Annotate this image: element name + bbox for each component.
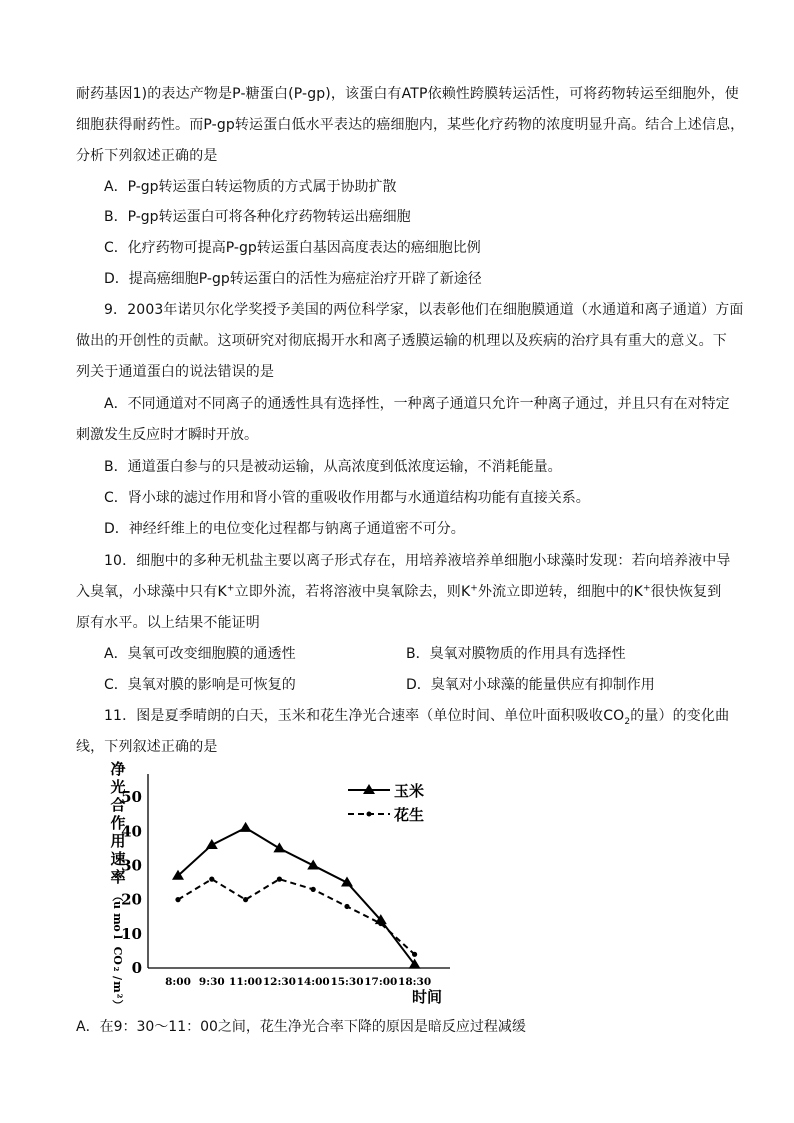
y-axis-label-char: 用 <box>110 832 126 850</box>
y-axis-label-char: l <box>111 934 124 940</box>
q9-line-2: 做出的开创性的贡献。这项研究对彻底揭开水和离子透膜运输的机理以及疾病的治疗具有重大的意义。下 <box>76 333 727 349</box>
q9-option-c: C．肾小球的滤过作用和肾小管的重吸收作用都与水通道结构功能有直接关系。 <box>104 490 590 506</box>
q10-line-2-part-b: 立即外流，若将溶液中臭氧除去，则K <box>234 584 471 600</box>
corn-data-point <box>240 822 252 832</box>
q10-line-2 <box>76 582 721 602</box>
y-axis-label-char: C <box>111 946 124 956</box>
q10-option-c: C．臭氧对膜的影响是可恢复的 <box>104 677 296 693</box>
q11-line-1-part-b: 的量）的变化曲 <box>630 708 730 724</box>
q11-line-1-part-a: 11．图是夏季晴朗的白天，玉米和花生净光合速率（单位时间、单位叶面积吸收CO <box>104 708 625 724</box>
x-tick-labels <box>165 976 431 988</box>
q8-option-b: B．P-gp转运蛋白可将各种化疗药物转运出癌细胞 <box>104 209 411 225</box>
legend-corn-label: 玉米 <box>394 782 425 800</box>
peanut-data-point <box>243 897 248 902</box>
y-tick-label: 20 <box>121 890 142 909</box>
y-tick-label: 50 <box>121 788 142 807</box>
chart-axes <box>148 774 450 968</box>
x-tick-label: 12:30 <box>262 976 296 988</box>
potassium-charge: + <box>226 583 235 594</box>
y-tick-label: 40 <box>121 822 142 841</box>
chart-legend <box>348 782 424 824</box>
q10-line-3: 原有水平。以上结果不能证明 <box>76 615 260 631</box>
q9-option-b: B．通道蛋白参与的只是被动运输，从高浓度到低浓度运输，不消耗能量。 <box>104 459 562 475</box>
q11-option-a: A．在9：30～11：00之间，花生净光合率下降的原因是暗反应过程减缓 <box>76 1019 526 1035</box>
q8-option-a: A．P-gp转运蛋白转运物质的方式属于协助扩散 <box>104 179 397 195</box>
y-axis-label-char: O <box>111 955 124 965</box>
q10-line-2-part-a: 入臭氧，小球藻中只有K <box>76 584 227 600</box>
y-axis-label-char: 净 <box>110 760 126 778</box>
y-axis-label-char: 光 <box>110 778 126 796</box>
q9-option-d: D．神经纤维上的电位变化过程都与钠离子通道密不可分。 <box>104 521 465 537</box>
x-tick-label: 8:00 <box>165 976 191 988</box>
x-tick-label: 18:30 <box>398 976 432 988</box>
y-axis-label-char: 速 <box>110 850 126 868</box>
y-axis-label-char: m <box>111 981 124 993</box>
peanut-data-point <box>412 952 417 957</box>
x-tick-label: 17:00 <box>364 976 398 988</box>
potassium-charge: + <box>642 583 651 594</box>
x-tick-label: 14:00 <box>296 976 330 988</box>
potassium-charge: + <box>470 583 478 594</box>
y-axis-label-char: 率 <box>110 868 126 886</box>
q8-line-3: 分析下列叙述正确的是 <box>76 148 218 164</box>
corn-data-point <box>341 877 353 887</box>
y-axis-label-char: ） <box>111 999 124 1011</box>
y-axis-label-char: ² <box>111 993 124 999</box>
peanut-data-point <box>277 877 282 882</box>
q10-option-b: B．臭氧对膜物质的作用具有选择性 <box>406 646 626 662</box>
q10-option-d: D．臭氧对小球藻的能量供应有抑制作用 <box>406 677 655 693</box>
corn-data-point <box>273 842 285 852</box>
q10-line-2-part-c: 外流立即逆转，细胞中的K <box>477 584 643 600</box>
y-axis-label-char: 作 <box>110 814 126 832</box>
q8-line-1: 耐药基因1)的表达产物是P-糖蛋白(P-gp)，该蛋白有ATP依赖性跨膜转运活性，可将药物转运至细胞外，使 <box>76 86 739 102</box>
peanut-data-point <box>175 897 180 902</box>
photosynthesis-rate-chart <box>100 760 460 1012</box>
corn-data-point <box>307 859 319 869</box>
corn-data-point <box>206 839 218 849</box>
q10-line-2-part-d: 很快恢复到 <box>650 584 722 600</box>
peanut-data-point <box>344 904 349 909</box>
peanut-data-point <box>378 921 383 926</box>
x-tick-label: 15:30 <box>330 976 364 988</box>
peanut-data-point <box>311 887 316 892</box>
y-axis-label-char: （ <box>111 890 124 902</box>
y-tick-label: 0 <box>131 959 142 977</box>
x-tick-label: 9:30 <box>198 976 225 988</box>
y-axis-label-char: u <box>111 901 124 909</box>
q9-option-a-line-2: 刺激发生反应时才瞬时开放。 <box>76 427 258 443</box>
co2-subscript: 2 <box>624 716 631 727</box>
q10-option-a: A．臭氧可改变细胞膜的通透性 <box>104 646 296 662</box>
y-tick-label: 30 <box>121 856 142 875</box>
q8-line-2: 细胞获得耐药性。而P-gp转运蛋白低水平表达的癌细胞内，某些化疗药物的浓度明显升高。结合上述信息， <box>76 117 745 133</box>
y-axis-label-char: ₂ <box>111 966 124 972</box>
q10-line-1: 10．细胞中的多种无机盐主要以离子形式存在，用培养液培养单细胞小球藻时发现：若向培养液中导 <box>104 553 731 569</box>
y-axis-label-char: 合 <box>110 796 126 814</box>
q9-line-3: 列关于通道蛋白的说法错误的是 <box>76 364 275 380</box>
q11-line-1 <box>104 706 729 726</box>
peanut-series-line <box>178 879 415 954</box>
q8-option-d: D．提高癌细胞P-gp转运蛋白的活性为癌症治疗开辟了新途径 <box>104 271 482 287</box>
peanut-data-point <box>209 877 214 882</box>
legend-peanut-marker <box>367 812 372 817</box>
y-tick-label: 10 <box>121 924 142 943</box>
q9-line-1: 9．2003年诺贝尔化学奖授予美国的两位科学家，以表彰他们在细胞膜通道（水通道和离子通道）方面 <box>104 302 744 318</box>
x-axis-label: 时间 <box>412 988 443 1006</box>
x-tick-label: 11:00 <box>229 976 263 988</box>
q11-line-2: 线，下列叙述正确的是 <box>76 739 218 755</box>
q9-option-a-line-1: A．不同通道对不同离子的通透性具有选择性，一种离子通道只允许一种离子通过，并且只有在对特定 <box>104 396 730 412</box>
q8-option-c: C．化疗药物可提高P-gp转运蛋白基因高度表达的癌细胞比例 <box>104 240 481 256</box>
y-axis-label-char: o <box>111 924 124 932</box>
legend-peanut-label: 花生 <box>394 806 425 824</box>
y-axis-label-char: m <box>111 913 124 925</box>
y-axis-label-char: / <box>111 975 124 981</box>
chart-series <box>172 822 421 969</box>
